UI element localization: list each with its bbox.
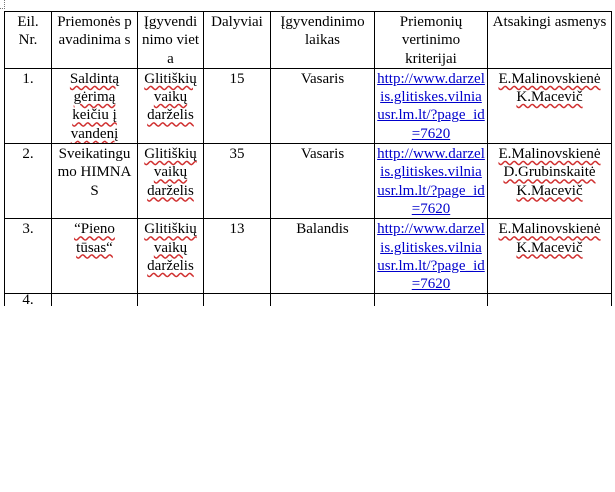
responsible-person: D.Grubinskaitė bbox=[503, 164, 596, 181]
responsible-person: K.Macevič bbox=[516, 239, 583, 256]
header-time: Įgyvendinimo laikas bbox=[271, 12, 375, 69]
row-name bbox=[52, 294, 138, 307]
row-nr: 4. bbox=[5, 294, 52, 307]
row-name: Sveikatingu mo HIMNAS bbox=[52, 144, 138, 219]
row-responsible bbox=[488, 294, 612, 307]
row-place bbox=[138, 294, 204, 307]
row-place: Glitiškių vaikų darželis bbox=[138, 144, 204, 219]
header-nr: Eil. Nr. bbox=[5, 12, 52, 69]
row-participants: 13 bbox=[204, 219, 271, 294]
row-name: “Pieno tūsas“ bbox=[52, 219, 138, 294]
row-criteria bbox=[375, 294, 488, 307]
criteria-link[interactable]: http://www.darzelis.glitiskes.vilniausr.lm.lt/?page_id=7620 bbox=[377, 221, 485, 293]
row-criteria bbox=[375, 144, 488, 219]
row-criteria bbox=[375, 68, 488, 143]
criteria-link[interactable]: http://www.darzelis.glitiskes.vilniausr.lm.lt/?page_id=7620 bbox=[377, 146, 485, 217]
row-participants: 15 bbox=[204, 68, 271, 143]
row-participants: 35 bbox=[204, 144, 271, 219]
table-row bbox=[5, 294, 612, 307]
table-row bbox=[5, 219, 612, 294]
row-time: Balandis bbox=[271, 219, 375, 294]
header-row bbox=[5, 12, 612, 69]
row-nr: 3. bbox=[5, 219, 52, 294]
row-responsible bbox=[488, 219, 612, 294]
row-name: Saldintą gėrimą keičiu į vandenį bbox=[52, 68, 138, 143]
row-time: Vasaris bbox=[271, 144, 375, 219]
row-time bbox=[271, 294, 375, 307]
responsible-person: E.Malinovskienė bbox=[498, 221, 601, 238]
row-time: Vasaris bbox=[271, 68, 375, 143]
row-place: Glitiškių vaikų darželis bbox=[138, 219, 204, 294]
header-criteria: Priemonių vertinimo kriterijai bbox=[375, 12, 488, 69]
criteria-link[interactable]: http://www.darzelis.glitiskes.vilniausr.lm.lt/?page_id=7620 bbox=[377, 70, 485, 142]
responsible-person: E.Malinovskienė bbox=[498, 146, 601, 163]
row-participants bbox=[204, 294, 271, 307]
row-responsible bbox=[488, 144, 612, 219]
table-row bbox=[5, 144, 612, 219]
row-nr: 2. bbox=[5, 144, 52, 219]
header-responsible: Atsakingi asmenys bbox=[488, 12, 612, 69]
responsible-person: E.Malinovskienė bbox=[498, 70, 601, 87]
row-criteria bbox=[375, 219, 488, 294]
row-place: Glitiškių vaikų darželis bbox=[138, 68, 204, 143]
paragraph-marker bbox=[0, 0, 5, 9]
header-participants: Dalyviai bbox=[204, 12, 271, 69]
header-place: Įgyvendi nimo vieta bbox=[138, 12, 204, 69]
table-row bbox=[5, 68, 612, 143]
header-name: Priemonės pavadinima s bbox=[52, 12, 138, 69]
row-responsible bbox=[488, 68, 612, 143]
row-nr: 1. bbox=[5, 68, 52, 143]
responsible-person: K.Macevič bbox=[516, 182, 583, 199]
measures-table bbox=[4, 11, 612, 306]
responsible-person: K.Macevič bbox=[516, 89, 583, 106]
